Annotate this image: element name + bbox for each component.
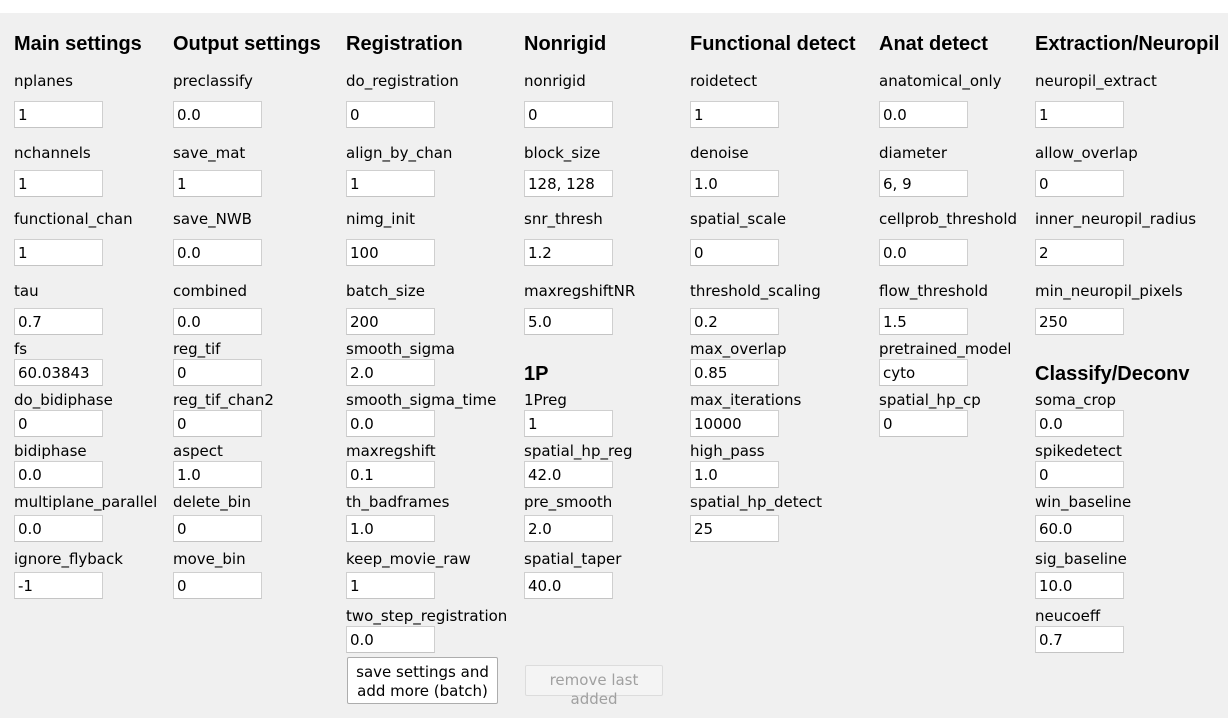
field-label: denoise (690, 144, 749, 162)
field-input[interactable]: 0.0 (14, 515, 103, 542)
save-settings-batch-button[interactable]: save settings and add more (batch) (347, 657, 498, 704)
field-input[interactable]: 128, 128 (524, 170, 613, 197)
field-label: block_size (524, 144, 601, 162)
field-label: tau (14, 282, 39, 300)
field-label: functional_chan (14, 210, 133, 228)
field-input[interactable]: 60.0 (1035, 515, 1124, 542)
field-input[interactable]: 0.0 (346, 410, 435, 437)
field-label: multiplane_parallel (14, 493, 158, 511)
field-label: high_pass (690, 442, 765, 460)
anat-detect-header: Anat detect (879, 33, 988, 55)
field-label: save_NWB (173, 210, 252, 228)
field-input[interactable]: 200 (346, 308, 435, 335)
field-label: nplanes (14, 72, 73, 90)
field-label: cellprob_threshold (879, 210, 1018, 228)
field-label: sig_baseline (1035, 550, 1127, 568)
field-input[interactable]: 0.0 (1035, 410, 1124, 437)
field-input[interactable]: 0.7 (1035, 626, 1124, 653)
field-input[interactable]: 1 (14, 170, 103, 197)
field-label: spatial_hp_reg (524, 442, 633, 460)
field-input[interactable]: 0.0 (173, 101, 262, 128)
field-input[interactable]: 1 (14, 239, 103, 266)
field-label: spikedetect (1035, 442, 1122, 460)
field-input[interactable]: 10000 (690, 410, 779, 437)
field-label: smooth_sigma (346, 340, 455, 358)
field-input[interactable]: 0.0 (14, 461, 103, 488)
field-label: batch_size (346, 282, 425, 300)
field-label: do_bidiphase (14, 391, 113, 409)
field-input[interactable]: 1.0 (346, 515, 435, 542)
field-input[interactable]: 1.0 (690, 461, 779, 488)
field-label: reg_tif (173, 340, 221, 358)
field-input[interactable]: 2 (1035, 239, 1124, 266)
field-label: max_iterations (690, 391, 802, 409)
field-input[interactable]: 0 (1035, 461, 1124, 488)
field-input[interactable]: 0 (173, 410, 262, 437)
field-label: maxregshift (346, 442, 436, 460)
field-label: 1Preg (524, 391, 567, 409)
field-label: two_step_registration (346, 607, 508, 625)
field-input[interactable]: 1 (346, 170, 435, 197)
field-input[interactable]: 0.2 (690, 308, 779, 335)
registration-header: Registration (346, 33, 463, 55)
field-label: neucoeff (1035, 607, 1101, 625)
field-input[interactable]: 1.0 (690, 170, 779, 197)
field-input[interactable]: 100 (346, 239, 435, 266)
field-input[interactable]: 0.0 (173, 239, 262, 266)
field-input[interactable]: 0.85 (690, 359, 779, 386)
field-input[interactable]: 5.0 (524, 308, 613, 335)
field-input[interactable]: 2.0 (346, 359, 435, 386)
field-input[interactable]: 0.1 (346, 461, 435, 488)
field-label: spatial_scale (690, 210, 787, 228)
field-input[interactable]: 1 (173, 170, 262, 197)
field-label: neuropil_extract (1035, 72, 1157, 90)
field-input[interactable]: 1 (524, 410, 613, 437)
field-input[interactable]: 0.7 (14, 308, 103, 335)
field-input[interactable]: cyto (879, 359, 968, 386)
field-input[interactable]: 42.0 (524, 461, 613, 488)
field-input[interactable]: 60.03843 (14, 359, 103, 386)
field-label: preclassify (173, 72, 253, 90)
field-label: maxregshiftNR (524, 282, 636, 300)
field-label: flow_threshold (879, 282, 989, 300)
field-label: align_by_chan (346, 144, 453, 162)
field-label: threshold_scaling (690, 282, 821, 300)
field-input[interactable]: -1 (14, 572, 103, 599)
field-input[interactable]: 0.0 (879, 239, 968, 266)
classify-deconv-header: Classify/Deconv (1035, 363, 1190, 385)
field-input[interactable]: 0 (524, 101, 613, 128)
field-input[interactable]: 0.0 (346, 626, 435, 653)
field-label: delete_bin (173, 493, 251, 511)
field-label: soma_crop (1035, 391, 1117, 409)
field-input[interactable]: 1 (346, 572, 435, 599)
field-label: ignore_flyback (14, 550, 123, 568)
field-input[interactable]: 0 (690, 239, 779, 266)
field-label: th_badframes (346, 493, 450, 511)
field-input[interactable]: 0.0 (173, 308, 262, 335)
field-input[interactable]: 1 (14, 101, 103, 128)
field-label: pre_smooth (524, 493, 613, 511)
field-input[interactable]: 1 (1035, 101, 1124, 128)
field-input[interactable]: 1.2 (524, 239, 613, 266)
field-label: diameter (879, 144, 947, 162)
field-label: aspect (173, 442, 223, 460)
field-label: win_baseline (1035, 493, 1132, 511)
field-label: inner_neuropil_radius (1035, 210, 1197, 228)
field-input[interactable]: 0 (173, 359, 262, 386)
field-label: min_neuropil_pixels (1035, 282, 1183, 300)
field-label: bidiphase (14, 442, 87, 460)
field-label: reg_tif_chan2 (173, 391, 274, 409)
extraction-neuropil-header: Extraction/Neuropil (1035, 33, 1220, 55)
field-label: pretrained_model (879, 340, 1012, 358)
field-label: spatial_hp_cp (879, 391, 981, 409)
field-label: move_bin (173, 550, 246, 568)
remove-last-added-button[interactable]: remove last added (525, 665, 663, 696)
field-input[interactable]: 0 (14, 410, 103, 437)
field-input[interactable]: 2.0 (524, 515, 613, 542)
nonrigid-header: Nonrigid (524, 33, 607, 55)
field-label: spatial_taper (524, 550, 622, 568)
field-input[interactable]: 1 (690, 101, 779, 128)
field-input[interactable]: 0 (879, 410, 968, 437)
field-input[interactable]: 0 (346, 101, 435, 128)
field-label: snr_thresh (524, 210, 603, 228)
field-label: spatial_hp_detect (690, 493, 822, 511)
field-label: anatomical_only (879, 72, 1002, 90)
field-input[interactable]: 0 (173, 572, 262, 599)
field-label: do_registration (346, 72, 459, 90)
field-label: save_mat (173, 144, 246, 162)
field-input[interactable]: 250 (1035, 308, 1124, 335)
functional-detect-header: Functional detect (690, 33, 856, 55)
field-label: smooth_sigma_time (346, 391, 497, 409)
field-label: allow_overlap (1035, 144, 1138, 162)
field-input[interactable]: 10.0 (1035, 572, 1124, 599)
field-input[interactable]: 0 (173, 515, 262, 542)
1p-header: 1P (524, 363, 549, 385)
field-label: max_overlap (690, 340, 787, 358)
field-label: keep_movie_raw (346, 550, 471, 568)
field-input[interactable]: 0.0 (879, 101, 968, 128)
field-label: nimg_init (346, 210, 416, 228)
field-input[interactable]: 1.0 (173, 461, 262, 488)
field-label: combined (173, 282, 247, 300)
output-settings-header: Output settings (173, 33, 321, 55)
field-label: fs (14, 340, 28, 358)
field-input[interactable]: 1.5 (879, 308, 968, 335)
field-input[interactable]: 40.0 (524, 572, 613, 599)
field-input[interactable]: 0 (1035, 170, 1124, 197)
main-settings-header: Main settings (14, 33, 142, 55)
field-input[interactable]: 6, 9 (879, 170, 968, 197)
field-label: roidetect (690, 72, 758, 90)
field-label: nchannels (14, 144, 91, 162)
field-input[interactable]: 25 (690, 515, 779, 542)
field-label: nonrigid (524, 72, 586, 90)
